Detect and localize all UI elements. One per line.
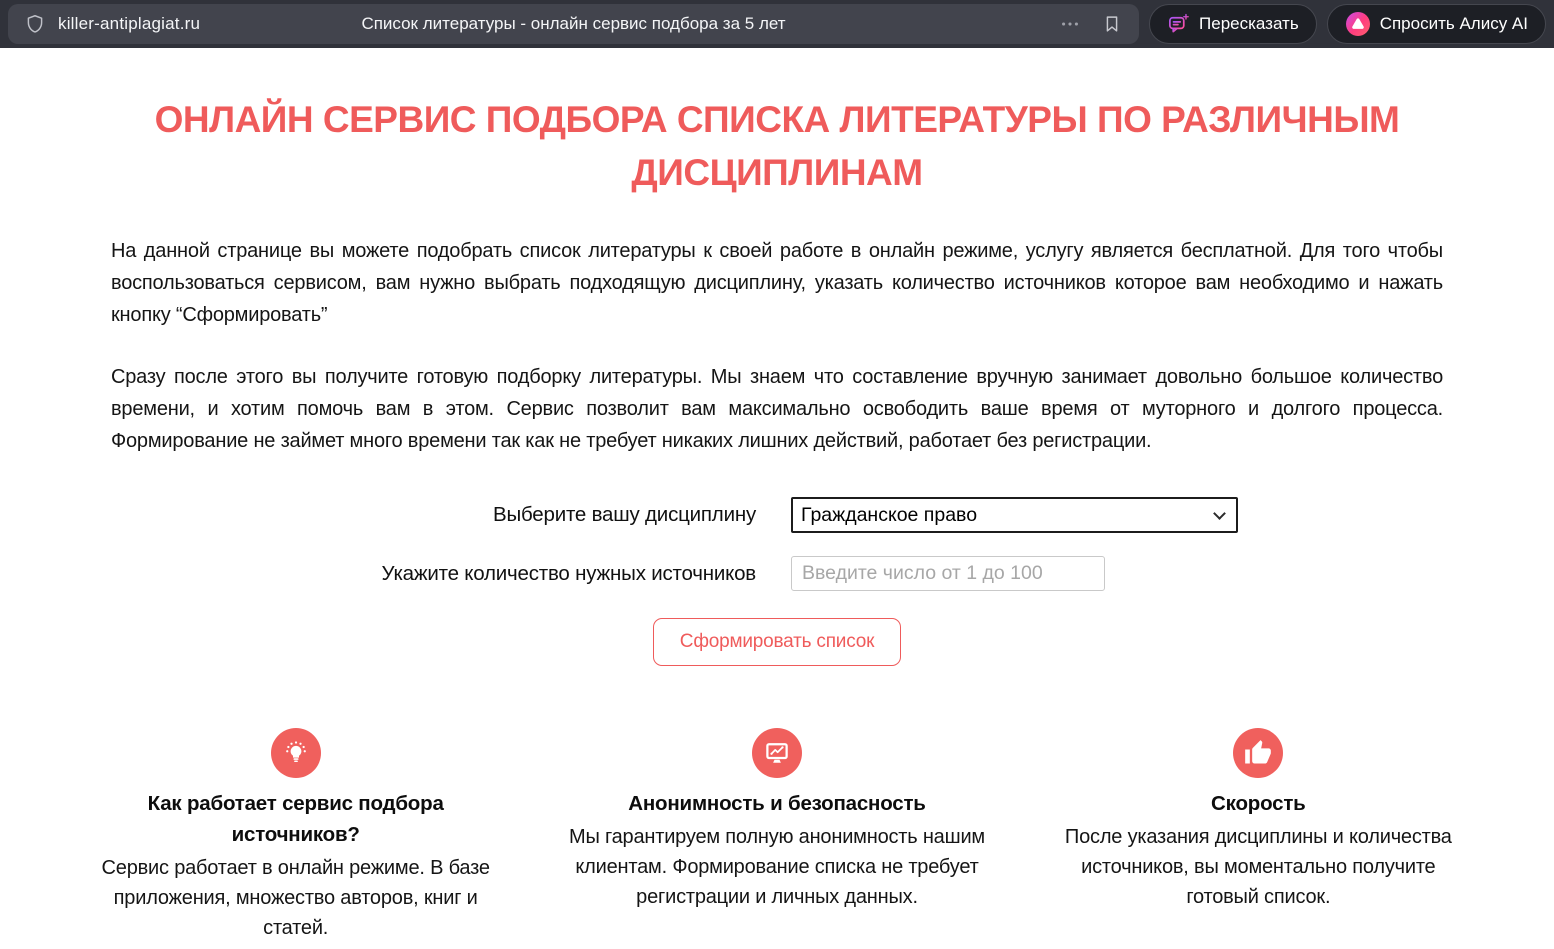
bookmark-icon[interactable] [1101, 13, 1123, 35]
url-text: killer-antiplagiat.ru [58, 14, 201, 33]
lightbulb-icon [271, 728, 321, 778]
alice-icon [1345, 11, 1371, 37]
ask-alice-button[interactable] [1327, 4, 1546, 44]
ellipsis-menu-icon[interactable] [1059, 13, 1081, 35]
discipline-label: Выберите вашу дисциплину [492, 503, 756, 527]
features-row [73, 728, 1481, 943]
count-input[interactable] [791, 556, 1105, 591]
address-bar[interactable] [8, 4, 1139, 44]
feature-anonymity [554, 728, 999, 943]
feature-title: Скорость [1211, 792, 1306, 816]
feature-text: Мы гарантируем полную анонимность нашим клиентам. Формирование списка не требует регистрации и личных данных. [568, 825, 985, 908]
page-content [0, 94, 1554, 943]
literature-form [112, 497, 1241, 591]
tab-title: Список литературы - онлайн сервис подбора за 5 лет [361, 14, 786, 33]
ask-alice-button-label: Спросить Алису AI [1379, 14, 1528, 33]
feature-text: После указания дисциплины и количества источников, вы моментально получите готовый список. [1064, 825, 1452, 908]
feature-title: Как работает сервис подбора источников? [147, 792, 444, 846]
feature-text: Сервис работает в онлайн режиме. В базе приложения, множество авторов, книг и статей. [101, 856, 490, 939]
intro-paragraph: На данной странице вы можете подобрать список литературы к своей работе в онлайн режиме, услугу является бесплатной. Для того чтобы воспользоваться сервисом, вам нужно выбрать подходящую дисциплину, указать количество источников которое вам необходимо и нажать кнопку “Сформировать” [111, 240, 1443, 327]
browser-topbar [0, 0, 1554, 48]
page-title: ОНЛАЙН СЕРВИС ПОДБОРА СПИСКА ЛИТЕРАТУРЫ ПО РАЗЛИЧНЫМ ДИСЦИПЛИНАМ [154, 99, 1400, 193]
details-paragraph: Сразу после этого вы получите готовую подборку литературы. Мы знаем что составление вручную занимает довольно большое количество времени, и хотим помочь вам в этом. Сервис позволит вам максимально освободить ваше время от муторного и долгого процесса. Формирование не займет много времени так как не требует никаких лишних действий, работает без регистрации. [111, 366, 1443, 453]
retell-button-label: Пересказать [1199, 14, 1299, 33]
discipline-row [112, 497, 1241, 533]
generate-list-button[interactable]: Сформировать список [653, 618, 901, 666]
retell-button[interactable] [1149, 4, 1317, 44]
count-row [112, 556, 1241, 591]
count-label: Укажите количество нужных источников [381, 561, 756, 585]
discipline-select[interactable] [791, 497, 1238, 533]
monitor-chart-icon [752, 728, 802, 778]
thumbs-up-icon [1233, 728, 1283, 778]
feature-speed [1036, 728, 1481, 943]
feature-title: Анонимность и безопасность [628, 792, 926, 816]
feature-how-it-works [73, 728, 518, 943]
retell-icon [1167, 13, 1190, 36]
shield-icon[interactable] [24, 13, 46, 35]
